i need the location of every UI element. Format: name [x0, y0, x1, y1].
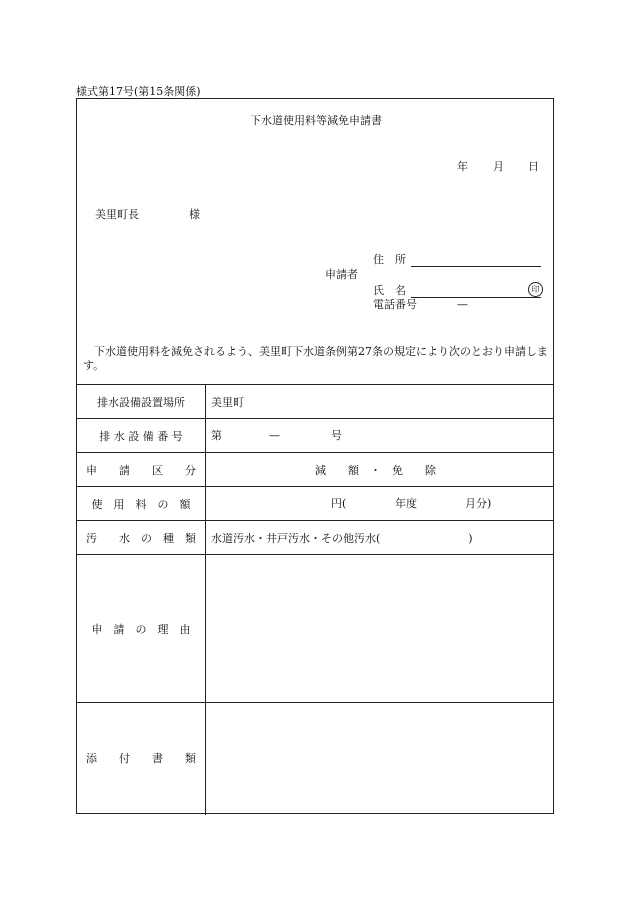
name-field-line[interactable] [411, 297, 541, 298]
drainage-number-prefix: 第 [211, 429, 222, 442]
form-number-label: 様式第17号(第15条関係) [76, 85, 201, 98]
address-label: 住 所 [373, 253, 406, 266]
addressee-honorific: 様 [189, 208, 200, 221]
row-label-sewage-type: 汚 水 の 種 類 [86, 531, 196, 545]
row-label-fee-amount: 使 用 料 の 額 [91, 497, 191, 511]
fee-fiscal-year-label: 年度 [395, 497, 417, 510]
row-label-drainage-number: 排 水 設 備 番 号 [99, 429, 183, 443]
date-month-label: 月 [493, 160, 504, 173]
row-value-application-reason[interactable] [211, 555, 541, 702]
date-year-label: 年 [457, 160, 468, 173]
fee-month-label: 月分) [465, 497, 492, 510]
address-field-line[interactable] [411, 266, 541, 267]
name-label: 氏 名 [373, 284, 406, 297]
seal-icon: 印 [528, 282, 543, 297]
row-label-attachments: 添 付 書 類 [86, 752, 196, 765]
date-day-label: 日 [528, 160, 539, 173]
application-form-frame [76, 98, 554, 814]
row-value-application-type[interactable]: 減 額 ・ 免 除 [315, 463, 436, 477]
table-column-divider [205, 384, 206, 815]
phone-label: 電話番号 [373, 298, 417, 311]
form-title: 下水道使用料等減免申請書 [250, 114, 382, 127]
addressee-name: 美里町長 [95, 208, 139, 221]
drainage-number-dash: — [269, 429, 280, 442]
request-statement: 下水道使用料を減免されるよう、美里町下水道条例第27条の規定により次のとおり申請します。 [83, 345, 548, 372]
row-value-drainage-location[interactable]: 美里町 [211, 395, 244, 409]
row-value-attachments[interactable] [211, 703, 541, 813]
row-label-application-reason: 申 請 の 理 由 [91, 622, 191, 636]
row-label-drainage-location: 排水設備設置場所 [97, 395, 185, 409]
row-label-application-type: 申 請 区 分 [86, 463, 196, 477]
drainage-number-suffix: 号 [331, 429, 342, 442]
fee-yen-label: 円( [331, 497, 347, 510]
phone-dash: — [457, 298, 468, 311]
row-value-sewage-type[interactable]: 水道汚水・井戸汚水・その他汚水( ) [211, 531, 473, 545]
applicant-label: 申請者 [325, 268, 358, 281]
